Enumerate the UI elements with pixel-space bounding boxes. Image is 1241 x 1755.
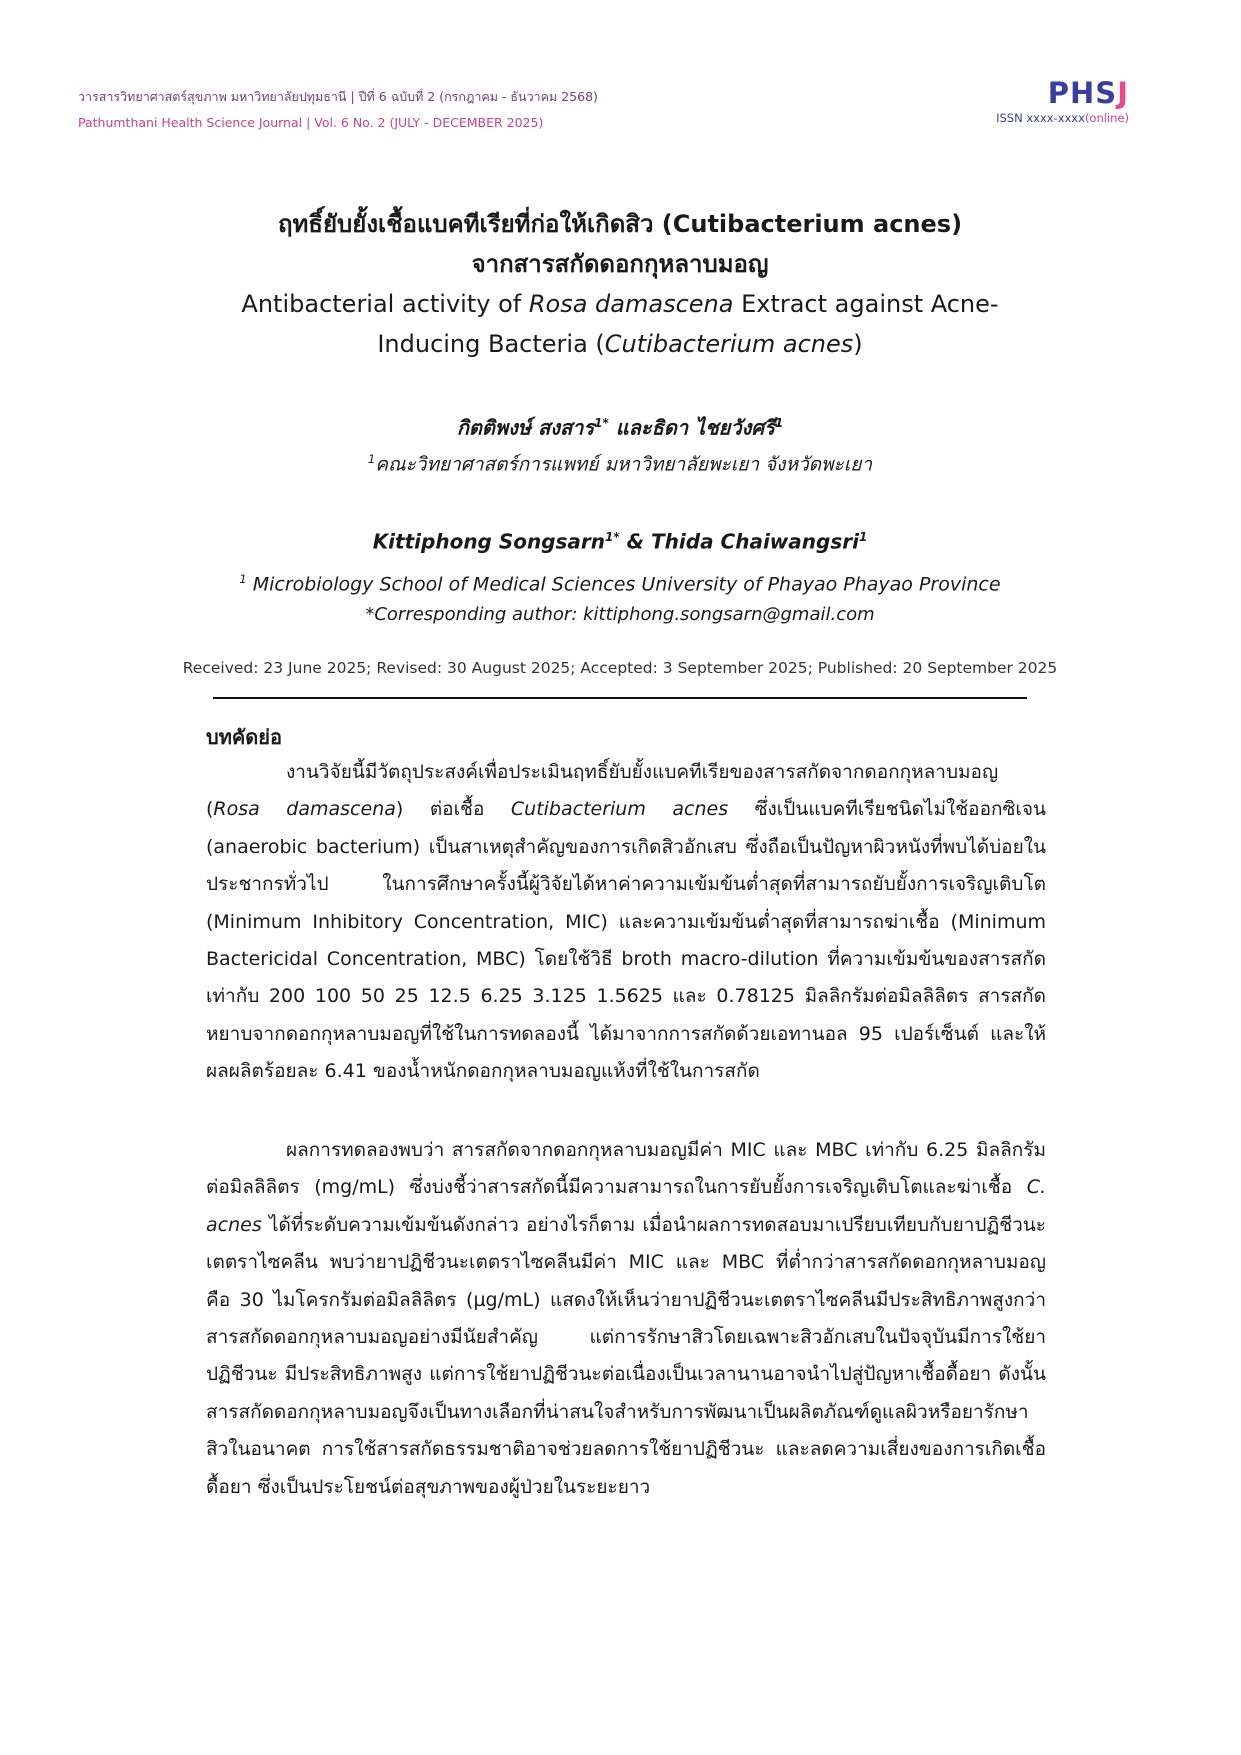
authors-english: Kittiphong Songsarn$^{1*}$ & Thida Chaiwangsri$^1$ xyxy=(372,529,868,554)
corresponding-author: *Corresponding author: kittiphong.songsarn@gmail.com xyxy=(365,604,875,625)
journal-header xyxy=(78,84,598,136)
article-dates: Received: 23 June 2025; Revised: 30 August 2025; Accepted: 3 September 2025; Published: 20 September 2025 xyxy=(182,659,1058,677)
journal-logo-block xyxy=(996,76,1129,126)
title-thai-line-1: ฤทธิ์ยับยั้งเชื้อแบคทีเรียที่ก่อให้เกิดสิว (Cutibacterium acnes) xyxy=(277,210,963,238)
abstract-paragraph-2: ผลการทดลองพบว่า สารสกัดจากดอกกุหลาบมอญมีค่า MIC และ MBC เท่ากับ 6.25 มิลลิกรัมต่อมิลลิลิตร (mg/mL) ซึ่งบ่งชี้ว่าสารสกัดนี้มีความสามารถในการยับยั้งการเจริญเติบโตและฆ่าเชื้อ C. acnes ได้ที่ระดับความเข้มข้นดังกล่าว อย่างไรก็ตาม เมื่อนำผลการทดสอบมาเปรียบเทียบกับยาปฏิชีวนะเตตราไซคลีน พบว่ายาปฏิชีวนะเตตราไซคลีนมีค่า MIC และ MBC ที่ต่ำกว่าสารสกัดดอกกุหลาบมอญ คือ 30 ไมโครกรัมต่อมิลลิลิตร (µg/mL) แสดงให้เห็นว่ายาปฏิชีวนะเตตราไซคลีนมีประสิทธิภาพสูงกว่าสารสกัดดอกกุหลาบมอญอย่างมีนัยสำคัญ แต่การรักษาสิวโดยเฉพาะสิวอักเสบในปัจจุบันมีการใช้ยาปฏิชีวนะ มีประสิทธิภาพสูง แต่การใช้ยาปฏิชีวนะต่อเนื่องเป็นเวลานานอาจนำไปสู่ปัญหาเชื้อดื้อยา ดังนั้นสารสกัดดอกกุหลาบมอญจึงเป็นทางเลือกที่น่าสนใจสำหรับการพัฒนาเป็นผลิตภัณฑ์ดูแลผิวหรือยารักษาสิวในอนาคต การใช้สารสกัดธรรมชาติอาจช่วยลดการใช้ยาปฏิชีวนะ และลดความเสี่ยงของการเกิดเชื้อดื้อยา ซึ่งเป็นประโยชน์ต่อสุขภาพของผู้ป่วยในระยะยาว xyxy=(206,1139,1046,1498)
abstract-heading: บทคัดย่อ xyxy=(206,725,282,749)
title-english: Antibacterial activity of Rosa damascena Extract against Acne- Inducing Bacteria (Cutibacterium acnes) xyxy=(241,290,999,358)
authors-thai: กิตติพงษ์ สงสาร$^{1*}$ และธิดา ไชยวังศรี$^1$ xyxy=(456,415,784,440)
journal-logo: PHSJ xyxy=(1047,76,1129,110)
issn: ISSN xxxx-xxxx(online) xyxy=(996,111,1129,125)
journal-thai-line: วารสารวิทยาศาสตร์สุขภาพ มหาวิทยาลัยปทุมธานี | ปีที่ 6 ฉบับที่ 2 (กรกฎาคม - ธันวาคม 2568) xyxy=(78,89,598,104)
affiliation-thai: $^1$คณะวิทยาศาสตร์การแพทย์ มหาวิทยาลัยพะเยา จังหวัดพะเยา xyxy=(367,452,873,476)
journal-english-line: Pathumthani Health Science Journal | Vol. 6 No. 2 (JULY - DECEMBER 2025) xyxy=(78,115,544,130)
abstract-paragraph-1: งานวิจัยนี้มีวัตถุประสงค์เพื่อประเมินฤทธิ์ยับยั้งแบคทีเรียของสารสกัดจากดอกกุหลาบมอญ (Rosa damascena) ต่อเชื้อ Cutibacterium acnes ซึ่งเป็นแบคทีเรียชนิดไม่ใช้ออกซิเจน (anaerobic bacterium) เป็นสาเหตุสำคัญของการเกิดสิวอักเสบ ซึ่งถือเป็นปัญหาผิวหนังที่พบได้บ่อยในประชากรทั่วไป ในการศึกษาครั้งนี้ผู้วิจัยได้หาค่าความเข้มข้นต่ำสุดที่สามารถยับยั้งการเจริญเติบโต (Minimum Inhibitory Concentration, MIC) และความเข้มข้นต่ำสุดที่สามารถฆ่าเชื้อ (Minimum Bactericidal Concentration, MBC) โดยใช้วิธี broth macro-dilution ที่ความเข้มข้นของสารสกัดเท่ากับ 200 100 50 25 12.5 6.25 3.125 1.5625 และ 0.78125 มิลลิกรัมต่อมิลลิลิตร สารสกัดหยาบจากดอกกุหลาบมอญที่ใช้ในการทดลองนี้ ได้มาจากการสกัดด้วยเอทานอล 95 เปอร์เซ็นต์ และให้ผลผลิตร้อยละ 6.41 ของน้ำหนักดอกกุหลาบมอญแห้งที่ใช้ในการสกัด xyxy=(206,761,1047,1083)
article-title xyxy=(120,204,1120,364)
title-thai-line-2: จากสารสกัดดอกกุหลาบมอญ xyxy=(471,250,769,278)
divider xyxy=(213,697,1027,699)
affiliation-english: $^1$ Microbiology School of Medical Sciences University of Phayao Phayao Province xyxy=(239,572,1001,596)
